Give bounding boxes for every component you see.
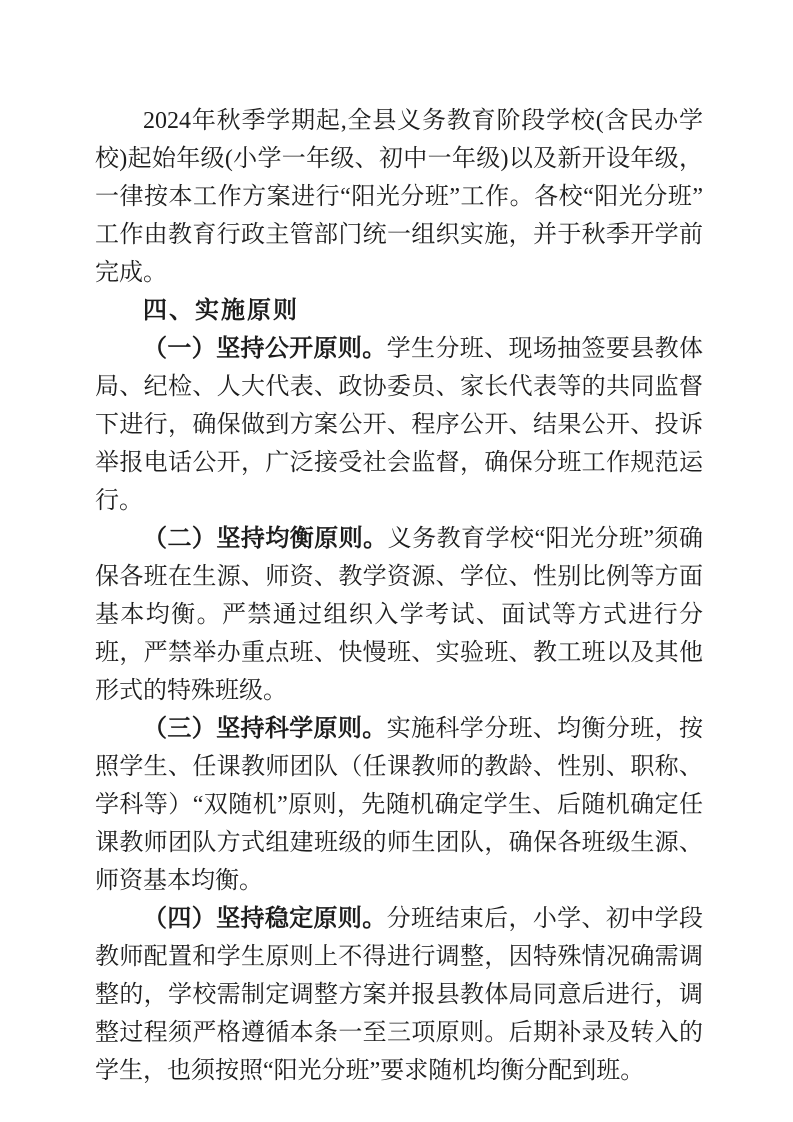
principle-paragraph-4 bbox=[95, 900, 703, 1090]
intro-paragraph: 2024年秋季学期起,全县义务教育阶段学校(含民办学校)起始年级(小学一年级、初中一年级)以及新开设年级，一律按本工作方案进行“阳光分班”工作。各校“阳光分班”工作由教育行政主管部门统一组织实施，并于秋季开学前完成。 bbox=[95, 108, 703, 286]
principle-4-body: 分班结束后，小学、初中学段教师配置和学生原则上不得进行调整，因特殊情况确需调整的，学校需制定调整方案并报县教体局同意后进行，调整过程须严格遵循本条一至三项原则。后期补录及转入的学生，也须按照“阳光分班”要求随机均衡分配到班。 bbox=[95, 906, 704, 1084]
principle-1-body: 学生分班、现场抽签要县教体局、纪检、人大代表、政协委员、家长代表等的共同监督下进行，确保做到方案公开、程序公开、结果公开、投诉举报电话公开，广泛接受社会监督，确保分班工作规范运行。 bbox=[95, 336, 704, 514]
principle-paragraph-3 bbox=[95, 710, 703, 900]
section-heading: 四、实施原则 bbox=[143, 297, 299, 324]
principle-paragraph-2 bbox=[95, 520, 703, 710]
principle-3-body: 实施科学分班、均衡分班，按照学生、任课教师团队（任课教师的教龄、性别、职称、学科等）“双随机”原则，先随机确定学生、后随机确定任课教师团队方式组建班级的师生团队，确保各班级生源、师资基本均衡。 bbox=[95, 716, 704, 894]
principle-1-lead: （一）坚持公开原则。 bbox=[143, 336, 387, 362]
principle-3-lead: （三）坚持科学原则。 bbox=[143, 716, 387, 742]
principle-2-body: 义务教育学校“阳光分班”须确保各班在生源、师资、教学资源、学位、性别比例等方面基本均衡。严禁通过组织入学考试、面试等方式进行分班，严禁举办重点班、快慢班、实验班、教工班以及其他形式的特殊班级。 bbox=[95, 526, 704, 704]
principle-2-lead: （二）坚持均衡原则。 bbox=[143, 526, 388, 552]
principle-paragraph-1 bbox=[95, 330, 703, 520]
principle-4-lead: （四）坚持稳定原则。 bbox=[143, 906, 387, 932]
